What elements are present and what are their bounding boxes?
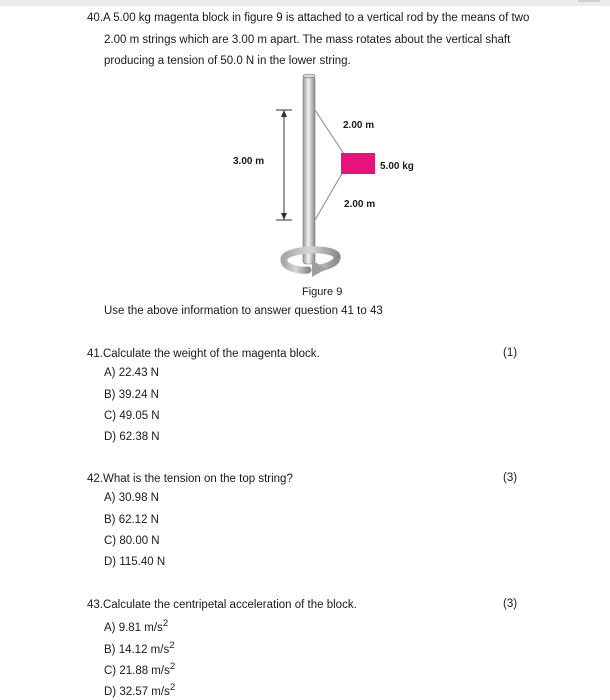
question-42-option-d[interactable]: D) 115.40 N bbox=[104, 556, 166, 568]
instruction-text: Use the above information to answer question 41 to 43 bbox=[104, 305, 383, 317]
question-43-marks: (3) bbox=[503, 598, 518, 610]
question-41-prompt: 41.Calculate the weight of the magenta block. bbox=[87, 348, 320, 360]
rotating-mass-diagram bbox=[220, 70, 440, 290]
option-exponent: 2 bbox=[169, 640, 175, 651]
question-43-prompt: 43.Calculate the centripetal acceleration of the block. bbox=[87, 599, 357, 611]
question-43-option-c[interactable] bbox=[104, 661, 175, 677]
question-43-option-b[interactable] bbox=[104, 640, 175, 656]
page-corner-mark bbox=[578, 0, 600, 2]
figure-label-top-string: 2.00 m bbox=[343, 120, 375, 131]
top-string bbox=[315, 110, 344, 154]
question-40-text bbox=[87, 8, 529, 73]
figure-label-bottom-string: 2.00 m bbox=[344, 199, 376, 210]
figure-9 bbox=[220, 70, 440, 290]
question-42-prompt: 42.What is the tension on the top string? bbox=[87, 473, 293, 485]
option-exponent: 2 bbox=[169, 661, 176, 672]
figure-label-mass: 5.00 kg bbox=[380, 161, 414, 172]
bottom-string bbox=[315, 170, 344, 220]
magenta-block bbox=[341, 153, 375, 174]
option-value: C) 21.88 m/s bbox=[104, 664, 170, 677]
question-40-line-2: 2.00 m strings which are 3.00 m apart. The mass rotates about the vertical shaft bbox=[104, 33, 511, 46]
question-41-option-b[interactable]: B) 39.24 N bbox=[104, 389, 159, 401]
option-exponent: 2 bbox=[162, 618, 169, 629]
figure-label-height: 3.00 m bbox=[233, 156, 265, 167]
question-42-marks: (3) bbox=[503, 472, 518, 484]
vertical-rod bbox=[303, 76, 315, 264]
height-dimension-marker bbox=[276, 110, 292, 220]
question-42-option-a[interactable]: A) 30.98 N bbox=[104, 492, 159, 504]
question-41-option-d[interactable]: D) 62.38 N bbox=[104, 431, 160, 443]
option-exponent: 2 bbox=[169, 682, 176, 693]
question-41-option-a[interactable]: A) 22.43 N bbox=[104, 367, 159, 379]
option-value: A) 9.81 m/s bbox=[104, 621, 163, 634]
question-41-marks: (1) bbox=[503, 347, 518, 359]
question-43-option-a[interactable] bbox=[104, 618, 168, 634]
option-value: B) 14.12 m/s bbox=[104, 643, 170, 656]
question-42-option-c[interactable]: C) 80.00 N bbox=[104, 535, 160, 547]
question-40-line-3: producing a tension of 50.0 N in the lower string. bbox=[104, 55, 351, 67]
figure-caption: Figure 9 bbox=[302, 286, 343, 298]
option-value: D) 32.57 m/s bbox=[104, 685, 170, 698]
question-42-option-b[interactable]: B) 62.12 N bbox=[104, 514, 159, 526]
question-43-option-d[interactable] bbox=[104, 682, 175, 698]
question-40-line-1: 40.A 5.00 kg magenta block in figure 9 is attached to a vertical rod by the means of two bbox=[87, 12, 530, 24]
page-top-edge bbox=[0, 0, 610, 6]
question-41-option-c[interactable]: C) 49.05 N bbox=[104, 410, 160, 422]
